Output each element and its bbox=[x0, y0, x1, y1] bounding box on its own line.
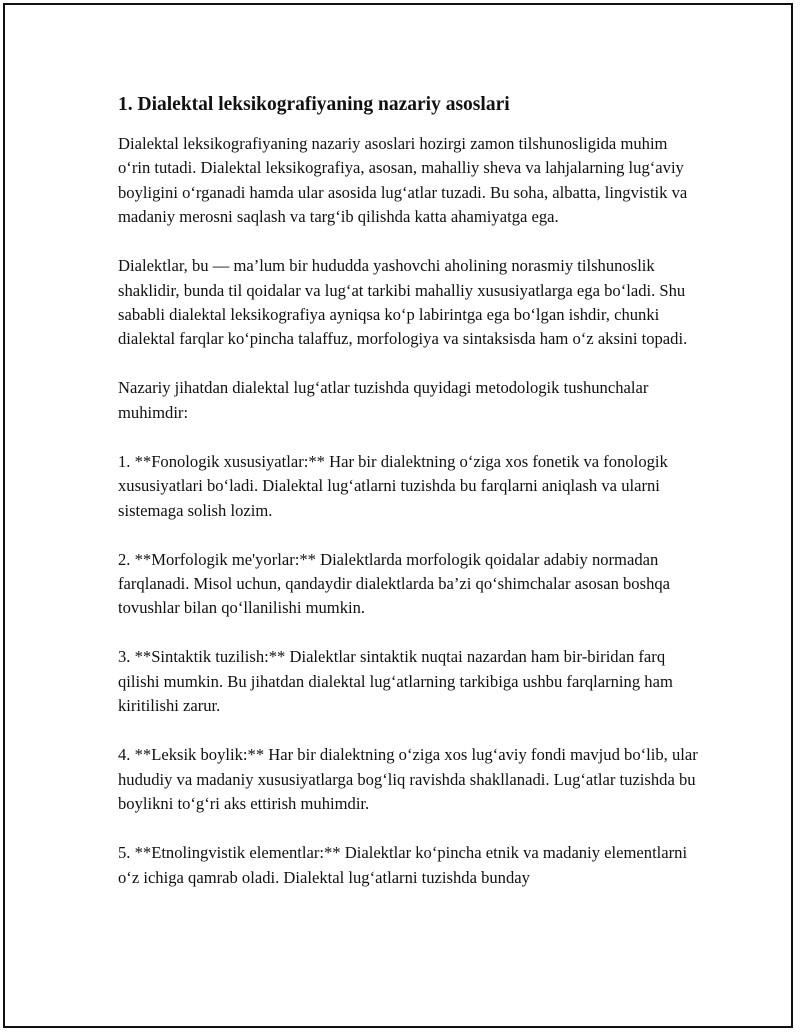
list-item-morphological: 2. **Morfologik me'yorlar:** Dialektlarda morfologik qoidalar adabiy normadan farqlanadi. Misol uchun, qandaydir dialektlarda ba’zi qo‘shimchalar asosan boshqa tovushlar bilan qo‘llanilishi mumkin. bbox=[118, 549, 671, 618]
paragraph-methodology: Nazariy jihatdan dialektal lug‘atlar tuzishda quyidagi metodologik tushunchalar muhimdir: bbox=[118, 378, 649, 422]
list-item-lexical: 4. **Leksik boylik:** Har bir dialektning o‘ziga xos lug‘aviy fondi mavjud bo‘lib, ular hududiy va madaniy xususiyatlarga bog‘liq ravishda shakllanadi. Lug‘atlar tuzishda bu boylikni to‘g‘ri aks ettirish muhimdir. bbox=[118, 745, 698, 814]
list-item-syntactic: 3. **Sintaktik tuzilish:** Dialektlar sintaktik nuqtai nazardan ham bir-biridan farq qilishi mumkin. Bu jihatdan dialektal lug‘atlarning tarkibiga ushbu farqlarning ham kiritilishi zarur. bbox=[118, 647, 673, 716]
list-item-ethnolinguistic: 5. **Etnolingvistik elementlar:** Dialektlar ko‘pincha etnik va madaniy elementlarni o‘z ichiga qamrab oladi. Dialektal lug‘atlarni tuzishda bunday bbox=[118, 843, 688, 887]
paragraph-intro: Dialektal leksikografiyaning nazariy asoslari hozirgi zamon tilshunosligida muhim o‘rin tutadi. Dialektal leksikografiya, asosan, mahalliy sheva va lahjalarning lug‘aviy boyligini o‘rganadi hamda ular asosida lug‘atlar tuzadi. Bu soha, albatta, lingvistik va madaniy merosni saqlash va targ‘ib qilishda katta ahamiyatga ega. bbox=[118, 134, 688, 227]
document-body bbox=[118, 92, 698, 915]
list-item-phonological: 1. **Fonologik xususiyatlar:** Har bir dialektning o‘ziga xos fonetik va fonologik xususiyatlari bo‘ladi. Dialektal lug‘atlarni tuzishda bu farqlarni aniqlash va ularni sistemaga solish lozim. bbox=[118, 451, 668, 520]
paragraph-dialects: Dialektlar, bu — ma’lum bir hududda yashovchi aholining norasmiy tilshunoslik shaklidir, bunda til qoidalar va lug‘at tarkibi mahalliy xususiyatlarga ega bo‘ladi. Shu sababli dialektal leksikografiya ayniqsa ko‘p labirintga ega bo‘lgan ishdir, chunki dialektal farqlar ko‘pincha talaffuz, morfologiya va sintaksisda ham o‘z aksini topadi. bbox=[118, 256, 688, 349]
section-heading: 1. Dialektal leksikografiyaning nazariy asoslari bbox=[118, 94, 510, 115]
